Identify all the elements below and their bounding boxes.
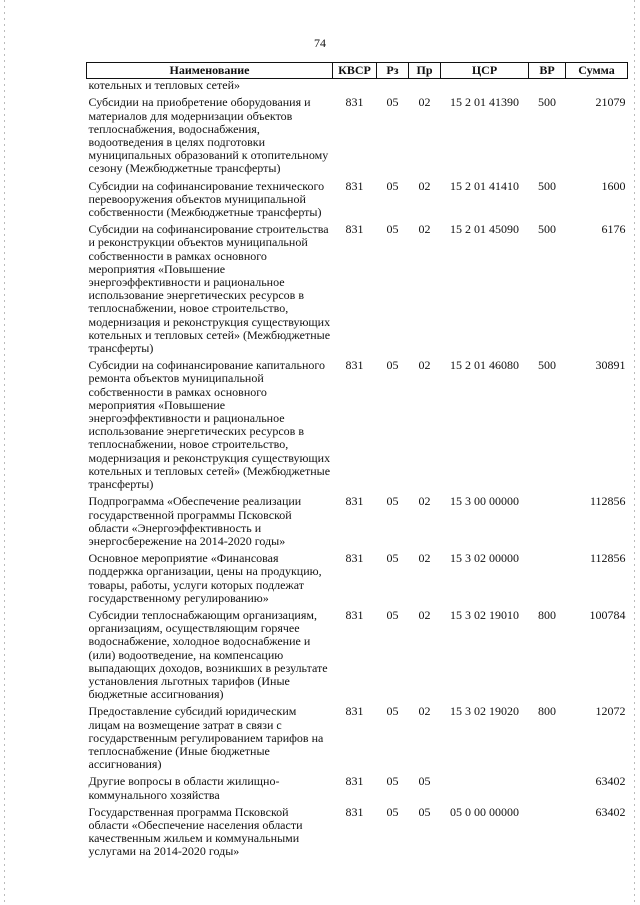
cell-csr: 15 2 01 45090 (450, 222, 519, 237)
cell-sum: 112856 (589, 551, 626, 566)
cell-kvsr (333, 79, 377, 97)
cell-name: котельных и тепловых сетей» (88, 78, 240, 93)
cell-rz: 05 (386, 804, 399, 819)
cell-rz: 05 (386, 222, 399, 237)
cell-csr: 15 2 01 46080 (450, 358, 519, 373)
cell-kvsr: 831 (345, 178, 364, 193)
table-header-row (87, 63, 628, 79)
cell-sum: 1600 (601, 178, 626, 193)
table-row (87, 806, 628, 863)
cell-sum (566, 79, 628, 97)
table-row (87, 96, 628, 179)
cell-name: Государственная программа Псковской области «Обеспечение населения области качественным жильем и коммунальными услугами на 2014-2020 годы» (88, 804, 303, 859)
cell-kvsr: 831 (345, 358, 364, 373)
header-rz: Рз (377, 63, 409, 79)
cell-sum: 30891 (595, 358, 626, 373)
table-row (87, 552, 628, 609)
cell-rz: 05 (386, 607, 399, 622)
cell-name: Основное мероприятие «Финансовая поддержка организации, цены на продукцию, товары, работы, услуги которых подлежат государственному регулированию» (88, 551, 322, 605)
cell-pr: 02 (418, 178, 431, 193)
header-sum: Сумма (566, 63, 628, 79)
cell-kvsr: 831 (345, 551, 364, 566)
scan-right-edge (634, 0, 635, 905)
cell-pr: 02 (418, 607, 431, 622)
cell-csr: 15 3 02 00000 (450, 551, 519, 566)
cell-rz: 05 (386, 494, 399, 509)
cell-csr (441, 79, 529, 97)
cell-name: Субсидии на приобретение оборудования и материалов для модернизации объектов теплоснабжения, водоснабжения, водоотведения в целях подготовки муниципальных образований к отопительному сезону (Межбюджетные трансферты) (88, 95, 329, 176)
cell-vr: 500 (538, 178, 556, 193)
table-row (87, 79, 628, 97)
cell-kvsr: 831 (345, 95, 364, 110)
cell-kvsr: 831 (345, 804, 364, 819)
cell-vr: 500 (538, 95, 556, 110)
cell-pr: 05 (418, 804, 431, 819)
cell-name: Предоставление субсидий юридическим лицам на возмещение затрат в связи с государственным регулированием тарифов на теплоснабжение (Иные бюджетные ассигнования) (88, 704, 324, 772)
table-row (87, 495, 628, 552)
cell-pr: 02 (418, 358, 431, 373)
cell-vr (529, 495, 566, 552)
table-row (87, 180, 628, 224)
cell-pr: 05 (418, 774, 431, 789)
cell-rz: 05 (386, 551, 399, 566)
cell-csr: 15 3 02 19010 (450, 607, 519, 622)
cell-pr: 02 (418, 704, 431, 719)
cell-kvsr: 831 (345, 774, 364, 789)
cell-name: Субсидии теплоснабжающим организациям, организациям, осуществляющим горячее водоснабжение, холодное водоснабжение и (или) водоотведение, на компенсацию выпадающих доходов, возникших в результате установления льготных тарифов (Иные бюджетные ассигнования) (88, 607, 328, 702)
cell-csr: 15 3 00 00000 (450, 494, 519, 509)
header-kvsr: КВСР (333, 63, 377, 79)
table-row (87, 609, 628, 705)
cell-sum: 112856 (589, 494, 626, 509)
cell-vr (529, 552, 566, 609)
cell-pr: 02 (418, 551, 431, 566)
table-body (87, 79, 628, 863)
cell-kvsr: 831 (345, 704, 364, 719)
cell-csr (441, 775, 529, 805)
cell-pr: 02 (418, 95, 431, 110)
budget-table (86, 62, 628, 863)
cell-vr (529, 79, 566, 97)
cell-sum: 12072 (595, 704, 626, 719)
header-vr: ВР (529, 63, 566, 79)
cell-sum: 6176 (601, 222, 626, 237)
cell-vr: 500 (538, 222, 556, 237)
cell-csr: 05 0 00 00000 (450, 804, 519, 819)
cell-rz (377, 79, 409, 97)
cell-kvsr: 831 (345, 607, 364, 622)
cell-name: Подпрограмма «Обеспечение реализации государственной программы Псковской области «Энергоэффективность и энергосбережение на 2014-2020 годы» (88, 494, 302, 548)
cell-csr: 15 2 01 41390 (450, 95, 519, 110)
cell-sum: 63402 (595, 804, 626, 819)
cell-csr: 15 2 01 41410 (450, 178, 519, 193)
cell-sum: 63402 (595, 774, 626, 789)
cell-rz: 05 (386, 358, 399, 373)
header-pr: Пр (409, 63, 441, 79)
cell-csr: 15 3 02 19020 (450, 704, 519, 719)
cell-name: Субсидии на софинансирование технического перевооружения объектов муниципальной собственности (Межбюджетные трансферты) (88, 178, 325, 220)
cell-vr: 800 (538, 607, 556, 622)
header-name: Наименование (87, 63, 333, 79)
cell-pr: 02 (418, 494, 431, 509)
cell-vr (529, 775, 566, 805)
cell-pr (409, 79, 441, 97)
cell-name: Субсидии на софинансирование капитального ремонта объектов муниципальной собственности в рамках основного мероприятия «Повышение энергоэффективности и рациональное использование энергетических ресурсов в теплоснабжении, новое строительство, модернизация и реконструкция существующих котельных и тепловых сетей» (Межбюджетные трансферты) (88, 358, 331, 492)
cell-vr: 500 (538, 358, 556, 373)
header-csr: ЦСР (441, 63, 529, 79)
cell-sum: 21079 (595, 95, 626, 110)
table-row (87, 705, 628, 775)
cell-vr (529, 806, 566, 863)
cell-sum: 100784 (589, 607, 626, 622)
cell-kvsr: 831 (345, 494, 364, 509)
cell-pr: 02 (418, 222, 431, 237)
cell-name: Другие вопросы в области жилищно-коммунального хозяйства (88, 774, 280, 802)
cell-rz: 05 (386, 704, 399, 719)
scan-left-edge (4, 0, 5, 905)
cell-vr: 800 (538, 704, 556, 719)
table-row (87, 775, 628, 805)
table-row (87, 223, 628, 359)
cell-name: Субсидии на софинансирование строительства и реконструкции объектов муниципальной собственности в рамках основного мероприятия «Повышение энергоэффективности и рациональное использование энергетических ресурсов в теплоснабжении, новое строительство, модернизация и реконструкция существующих котельных и тепловых сетей» (Межбюджетные трансферты) (88, 222, 331, 356)
table-row (87, 359, 628, 495)
cell-rz: 05 (386, 774, 399, 789)
cell-kvsr: 831 (345, 222, 364, 237)
cell-rz: 05 (386, 178, 399, 193)
cell-rz: 05 (386, 95, 399, 110)
page-number: 74 (314, 36, 326, 50)
